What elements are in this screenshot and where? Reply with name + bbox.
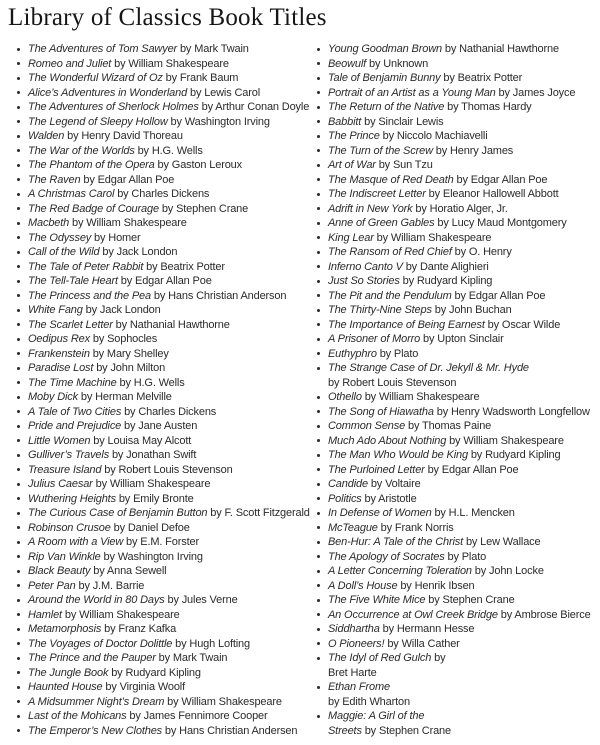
list-item: [300, 347, 600, 362]
list-item: [300, 260, 600, 275]
author-text: by E.M. Forster: [123, 536, 199, 548]
list-item: [0, 564, 300, 579]
book-title: Adrift in New York: [328, 202, 413, 215]
book-title: Candide: [328, 478, 368, 490]
book-title: King Lear: [328, 231, 374, 244]
list-item: [0, 666, 300, 681]
author-text: by Rudyard Kipling: [108, 666, 201, 679]
author-text: by Anna Sewell: [90, 565, 167, 577]
book-title: Moby Dick: [28, 391, 78, 403]
author-text: by Beatrix Potter: [143, 260, 225, 273]
author-text: by Aristotle: [361, 492, 417, 505]
book-title: A Midsummer Night’s Dream: [28, 695, 165, 708]
author-text: by Arthur Conan Doyle: [198, 101, 310, 113]
author-text: by Washington Irving: [167, 115, 270, 128]
book-title: Tale of Benjamin Bunny: [328, 72, 441, 84]
list-item: [300, 71, 600, 86]
author-text: by Nathanial Hawthorne: [112, 318, 230, 331]
list-item: [300, 42, 600, 57]
book-title: Just So Stories: [328, 275, 400, 287]
list-item: [0, 332, 300, 347]
list-item: [0, 71, 300, 86]
book-title: The Prince and the Pauper: [28, 652, 156, 664]
book-title: The Ransom of Red Chief: [328, 246, 452, 258]
book-title: Romeo and Juliet: [28, 57, 112, 70]
book-title: The Idyl of Red Gulch: [328, 652, 432, 664]
list-item: [0, 695, 300, 710]
list-item: [0, 709, 300, 724]
book-title: Young Goodman Brown: [328, 43, 442, 55]
author-text: by Edgar Allan Poe: [451, 289, 546, 302]
book-title: A Room with a View: [28, 536, 124, 548]
book-title: The Wonderful Wizard of Oz: [28, 72, 163, 84]
list-item: [300, 202, 600, 217]
book-title: The Thirty-Nine Steps: [328, 304, 432, 316]
list-item: [300, 245, 600, 260]
author-text: by Hans Christian Andersen: [162, 724, 298, 737]
list-item: [0, 100, 310, 115]
author-text: by Rudyard Kipling: [467, 449, 561, 461]
author-text: by J.M. Barrie: [75, 579, 145, 592]
author-text: by Frank Norris: [377, 521, 454, 534]
list-item: [300, 173, 600, 188]
book-title: The Legend of Sleepy Hollow: [28, 115, 168, 128]
list-item: [300, 608, 600, 623]
list-item: [0, 434, 300, 449]
author-text: by Herman Melville: [78, 391, 172, 403]
book-title: Politics: [328, 492, 362, 505]
list-item: [0, 158, 300, 173]
book-title: McTeague: [328, 521, 378, 534]
list-item: [0, 318, 300, 333]
list-item: [0, 245, 300, 260]
author-text: by William Shakespeare: [69, 217, 187, 229]
author-text: by Mark Twain: [155, 652, 228, 664]
list-item: [0, 173, 300, 188]
book-title: The Five White Mice: [328, 594, 426, 606]
book-columns: [0, 42, 600, 738]
list-item: [300, 622, 600, 637]
book-title: Last of the Mohicans: [28, 710, 127, 722]
list-item: [0, 289, 300, 304]
list-item: [0, 477, 300, 492]
author-text: by Eleanor Hallowell Abbott: [425, 188, 559, 200]
book-title: The Man Who Would be King: [328, 449, 468, 461]
author-text: by William Shakespeare: [61, 608, 180, 621]
column-left: [0, 42, 310, 738]
list-item: [0, 463, 300, 478]
list-item: [300, 535, 600, 550]
list-item: [300, 651, 600, 680]
list-item: [300, 332, 600, 347]
list-item: [300, 477, 600, 492]
book-title: The War of the Worlds: [28, 144, 135, 157]
book-title: Treasure Island: [28, 463, 102, 476]
author-text: by Unknown: [366, 57, 429, 70]
list-item: [0, 492, 300, 507]
list-item: [0, 390, 300, 405]
author-text: by Sinclair Lewis: [361, 115, 444, 128]
book-title: Portrait of an Artist as a Young Man: [328, 86, 496, 99]
book-title: The Tell-Tale Heart: [28, 275, 118, 287]
book-title: Gulliver’s Travels: [28, 449, 110, 461]
author-text: by Daniel Defoe: [110, 521, 190, 534]
author-text: by Edgar Allan Poe: [453, 173, 548, 186]
list-item: [0, 274, 300, 289]
list-item: [300, 57, 600, 72]
author-text: by Plato: [444, 550, 487, 563]
list-item: [0, 115, 300, 130]
book-title: The Importance of Being Earnest: [328, 318, 485, 331]
author-text: by Nathanial Hawthorne: [441, 43, 559, 55]
book-title: Walden: [28, 130, 65, 142]
book-title: Call of the Wild: [28, 246, 100, 258]
column-right: [300, 42, 600, 738]
author-text: by Henry David Thoreau: [64, 130, 183, 142]
list-item: [0, 593, 300, 608]
book-list-left: [0, 42, 310, 738]
book-title: Macbeth: [28, 217, 70, 229]
list-item: [300, 448, 600, 463]
author-text: by William Shakespeare: [111, 57, 229, 70]
author-text: by William Shakespeare: [373, 231, 492, 244]
book-title: The Red Badge of Courage: [28, 202, 159, 215]
book-title: Rip Van Winkle: [28, 550, 101, 563]
author-text: by Hugh Lofting: [172, 637, 250, 650]
list-item: [300, 506, 600, 521]
author-text: by William Shakespeare: [446, 434, 564, 447]
list-item: [300, 564, 600, 579]
author-text: by Oscar Wilde: [484, 318, 561, 331]
book-title: A Letter Concerning Toleration: [328, 565, 472, 577]
book-title: The Tale of Peter Rabbit: [28, 260, 144, 273]
list-item: [0, 405, 300, 420]
book-title: Maggie: A Girl of the: [328, 710, 425, 722]
list-item: [300, 709, 600, 738]
author-text: by H.G. Wells: [116, 376, 185, 389]
book-title: Anne of Green Gables: [328, 217, 435, 229]
author-text: by Mark Twain: [177, 43, 249, 55]
author-text: by Homer: [91, 231, 141, 244]
list-item: [0, 376, 300, 391]
author-text: by Dante Alighieri: [402, 260, 489, 273]
book-title: Alice’s Adventures in Wonderland: [28, 86, 188, 99]
list-item: [300, 390, 600, 405]
book-title: The Masque of Red Death: [328, 173, 454, 186]
book-title: The Strange Case of Dr. Jekyll & Mr. Hyde: [328, 362, 529, 374]
book-title: A Prisoner of Morro: [328, 333, 421, 345]
author-text: by Stephen Crane: [425, 594, 515, 606]
author-text: by Plato: [376, 347, 419, 360]
list-item: [0, 521, 300, 536]
list-item: [0, 448, 300, 463]
book-title: Frankenstein: [28, 347, 90, 360]
list-item: [300, 115, 600, 130]
author-text: by Edgar Allan Poe: [80, 173, 175, 186]
author-text: by Lucy Maud Montgomery: [434, 217, 567, 229]
book-title: Black Beauty: [28, 565, 91, 577]
book-title: Peter Pan: [28, 579, 76, 592]
author-text: by Niccolo Machiavelli: [379, 130, 488, 142]
author-text: by Jack London: [82, 304, 161, 316]
author-text: by Edgar Allan Poe: [117, 275, 212, 287]
author-text: by William Shakespeare: [361, 391, 480, 403]
book-title: The Adventures of Tom Sawyer: [28, 43, 178, 55]
book-title: Around the World in 80 Days: [28, 594, 165, 606]
author-text: by John Locke: [471, 565, 544, 577]
book-title: The Jungle Book: [28, 666, 109, 679]
book-title: Euthyphro: [328, 347, 377, 360]
author-text: by Rudyard Kipling: [399, 275, 493, 287]
author-text: by Jack London: [99, 246, 178, 258]
list-item: [300, 637, 600, 652]
book-title: Oedipus Rex: [28, 333, 90, 345]
book-title: The Emperor’s New Clothes: [28, 724, 163, 737]
book-title: The Curious Case of Benjamin Button: [28, 507, 208, 519]
list-item: [300, 231, 600, 246]
author-text: by Voltaire: [367, 478, 421, 490]
list-item: [0, 216, 300, 231]
author-text: by Lewis Carol: [187, 86, 261, 99]
book-title: The Turn of the Screw: [328, 144, 433, 157]
author-text: by Stephen Crane: [158, 202, 249, 215]
author-text: by Jonathan Swift: [109, 449, 197, 461]
author-text: by Sophocles: [89, 333, 158, 345]
book-title: The Adventures of Sherlock Holmes: [28, 101, 199, 113]
list-item: [300, 434, 600, 449]
author-text: by Henry James: [432, 144, 514, 157]
book-title: The Purloined Letter: [328, 463, 425, 476]
author-text: by Jane Austen: [121, 420, 198, 432]
book-title: Othello: [328, 391, 362, 403]
author-text: by H.L. Mencken: [431, 507, 515, 519]
book-title: Hamlet: [28, 608, 62, 621]
list-item: [0, 202, 300, 217]
book-title: The Song of Hiawatha: [328, 405, 434, 418]
book-title: Little Women: [28, 434, 91, 447]
author-text: by O. Henry: [451, 246, 512, 258]
book-title: The Apology of Socrates: [328, 550, 445, 563]
page: [0, 3, 600, 745]
book-title: The Phantom of the Opera: [28, 159, 155, 171]
list-item: [300, 86, 600, 101]
author-text: by Thomas Paine: [405, 420, 492, 432]
author-text: by William Shakespeare: [164, 695, 282, 708]
author-text: by Sun Tzu: [375, 159, 433, 171]
book-title: Robinson Crusoe: [28, 521, 111, 534]
book-title: Haunted House: [28, 681, 103, 693]
book-title: Streets: [328, 724, 362, 737]
list-item: [0, 187, 300, 202]
author-text: by Frank Baum: [162, 72, 239, 84]
list-item: [0, 419, 300, 434]
author-text: by Virginia Woolf: [102, 681, 185, 693]
list-item: [300, 405, 600, 420]
author-text: by Mary Shelley: [89, 347, 169, 360]
list-item: [0, 303, 300, 318]
list-item: [0, 86, 300, 101]
author-text: by Jules Verne: [164, 594, 238, 606]
list-item: [0, 260, 300, 275]
book-title: The Indiscreet Letter: [328, 188, 426, 200]
book-title: O Pioneers!: [328, 637, 385, 650]
book-title: A Christmas Carol: [28, 188, 115, 200]
author-text: by Thomas Hardy: [444, 101, 532, 113]
author-text: by William Shakespeare: [92, 478, 211, 490]
list-item: [300, 129, 600, 144]
book-title: A Tale of Two Cities: [28, 405, 122, 418]
book-title: Siddhartha: [328, 623, 380, 635]
list-item: [300, 100, 600, 115]
list-item: [0, 651, 300, 666]
list-item: [0, 724, 300, 739]
book-title: The Pit and the Pendulum: [328, 289, 452, 302]
book-title: Common Sense: [328, 420, 406, 432]
author-text: by Emily Bronte: [115, 492, 194, 505]
author-text: by Horatio Alger, Jr.: [412, 202, 508, 215]
book-title: Pride and Prejudice: [28, 420, 122, 432]
list-item: [300, 303, 600, 318]
author-text: by Beatrix Potter: [440, 72, 523, 84]
list-item: [300, 419, 600, 434]
list-item: [0, 608, 300, 623]
author-text: by John Buchan: [431, 304, 512, 316]
list-item: [300, 274, 600, 289]
author-text: by Henrik Ibsen: [397, 579, 475, 592]
author-text: by James Joyce: [495, 86, 576, 99]
list-item: [300, 593, 600, 608]
list-item: [0, 231, 300, 246]
list-item: [300, 463, 600, 478]
author-text: by John Milton: [93, 362, 166, 374]
book-title: The Princess and the Pea: [28, 289, 151, 302]
list-item: [0, 144, 300, 159]
book-title: Metamorphosis: [28, 623, 102, 635]
author-text: by Henry Wadsworth Longfellow: [433, 405, 590, 418]
author-text: Bret Harte: [328, 666, 377, 679]
list-item: [0, 42, 300, 57]
author-text: by Hermann Hesse: [379, 623, 475, 635]
author-text: by Lew Wallace: [463, 536, 541, 548]
book-title: The Return of the Native: [328, 101, 445, 113]
author-text: by Gaston Leroux: [154, 159, 242, 171]
book-title: The Scarlet Letter: [28, 318, 113, 331]
author-text: by Ambrose Bierce: [497, 608, 591, 621]
list-item: [300, 158, 600, 173]
author-text: by Washington Irving: [100, 550, 203, 563]
author-text: by Edith Wharton: [328, 695, 410, 708]
author-text: by Upton Sinclair: [420, 333, 504, 345]
list-item: [300, 361, 600, 390]
book-title: Beowulf: [328, 57, 367, 70]
list-item: [0, 637, 300, 652]
list-item: [300, 521, 600, 536]
list-item: [300, 550, 600, 565]
author-text: by Hans Christian Anderson: [150, 289, 287, 302]
list-item: [0, 550, 300, 565]
book-title: Paradise Lost: [28, 362, 94, 374]
book-title: The Voyages of Doctor Dolittle: [28, 637, 173, 650]
list-item: [300, 318, 600, 333]
list-item: [0, 535, 300, 550]
book-title: Ben-Hur: A Tale of the Christ: [328, 536, 464, 548]
list-item: [300, 216, 600, 231]
list-item: [0, 680, 300, 695]
list-item: [0, 622, 300, 637]
author-text: by Stephen Crane: [361, 724, 451, 737]
page-title: Library of Classics Book Titles: [8, 4, 327, 31]
list-item: [300, 492, 600, 507]
list-item: [300, 680, 600, 709]
book-title: Inferno Canto V: [328, 260, 403, 273]
book-title: Ethan Frome: [328, 681, 390, 693]
list-item: [0, 129, 300, 144]
author-text: by F. Scott Fitzgerald: [207, 507, 310, 519]
book-title: Babbitt: [328, 115, 362, 128]
book-title: A Doll’s House: [328, 579, 398, 592]
book-title: Art of War: [328, 159, 376, 171]
author-text: by H.G. Wells: [134, 144, 203, 157]
author-text: by Charles Dickens: [114, 188, 210, 200]
author-text: by Charles Dickens: [121, 405, 217, 418]
book-title: Julius Caesar: [28, 478, 93, 490]
book-title: The Raven: [28, 173, 81, 186]
author-text: by Edgar Allan Poe: [424, 463, 519, 476]
author-text: by Robert Louis Stevenson: [328, 376, 457, 389]
book-title: The Prince: [328, 130, 380, 142]
book-title: The Odyssey: [28, 231, 92, 244]
book-title: Wuthering Heights: [28, 492, 116, 505]
list-item: [300, 144, 600, 159]
author-text: by Louisa May Alcott: [90, 434, 192, 447]
author-text: by James Fennimore Cooper: [126, 710, 268, 722]
book-title: Much Ado About Nothing: [328, 434, 447, 447]
list-item: [0, 347, 300, 362]
author-text: by Willa Cather: [384, 637, 460, 650]
list-item: [0, 361, 300, 376]
author-text: by Franz Kafka: [101, 623, 177, 635]
list-item: [0, 506, 310, 521]
list-item: [300, 187, 600, 202]
author-text: by: [431, 652, 446, 664]
list-item: [0, 57, 300, 72]
list-item: [300, 579, 600, 594]
book-list-right: [300, 42, 600, 738]
book-title: In Defense of Women: [328, 507, 432, 519]
book-title: The Time Machine: [28, 376, 117, 389]
book-title: White Fang: [28, 304, 83, 316]
book-title: An Occurrence at Owl Creek Bridge: [328, 608, 498, 621]
author-text: by Robert Louis Stevenson: [101, 463, 233, 476]
list-item: [300, 289, 600, 304]
list-item: [0, 579, 300, 594]
